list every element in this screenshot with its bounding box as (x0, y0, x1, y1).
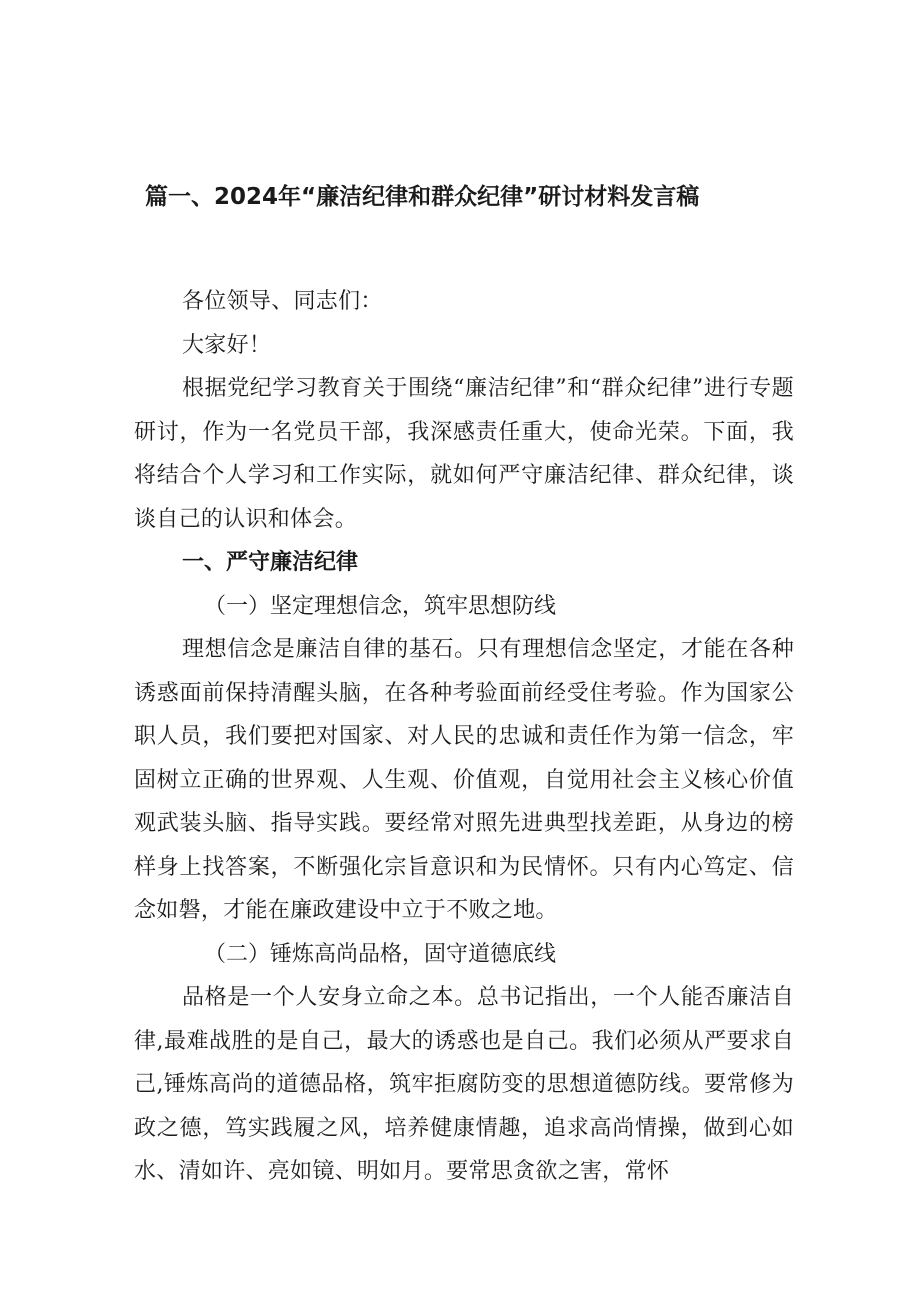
subsection-heading-2: （二）锤炼高尚品格，固守道德底线 (204, 941, 557, 967)
section-heading-1: 一、严守廉洁纪律 (182, 550, 359, 575)
document-body (134, 280, 794, 1194)
subsection-paragraph-1: 理想信念是廉洁自律的基石。只有理想信念坚定，才能在各种诱惑面前保持清醒头脑，在各种考验面前经受住考验。作为国家公职人员，我们要把对国家、对人民的忠诚和责任作为第一信念，牢固树立正确的世界观、人生观、价值观，自觉用社会主义核心价值观武装头脑、指导实践。要经常对照先进典型找差距，从身边的榜样身上找答案，不断强化宗旨意识和为民情怀。只有内心笃定、信念如磐，才能在廉政建设中立于不败之地。 (134, 637, 794, 923)
intro-paragraph: 根据党纪学习教育关于围绕“廉洁纪律”和“群众纪律”进行专题研讨，作为一名党员干部，我深感责任重大，使命光荣。下面，我将结合个人学习和工作实际，就如何严守廉洁纪律、群众纪律，谈谈自己的认识和体会。 (134, 376, 794, 532)
salutation: 各位领导、同志们： (182, 289, 383, 314)
subsection-paragraph-2: 品格是一个人安身立命之本。总书记指出，一个人能否廉洁自律,最难战胜的是自己，最大的诱惑也是自己。我们必须从严要求自己,锤炼高尚的道德品格，筑牢拒腐防变的思想道德防线。要常修为政之德，笃实践履之风，培养健康情趣，追求高尚情操，做到心如水、清如许、亮如镜、明如月。要常思贪欲之害，常怀 (134, 985, 794, 1184)
document-title: 篇一、2024年“廉洁纪律和群众纪律”研讨材料发言稿 (145, 184, 700, 210)
greeting: 大家好！ (182, 332, 272, 358)
subsection-heading-1: （一）坚定理想信念，筑牢思想防线 (204, 593, 557, 619)
